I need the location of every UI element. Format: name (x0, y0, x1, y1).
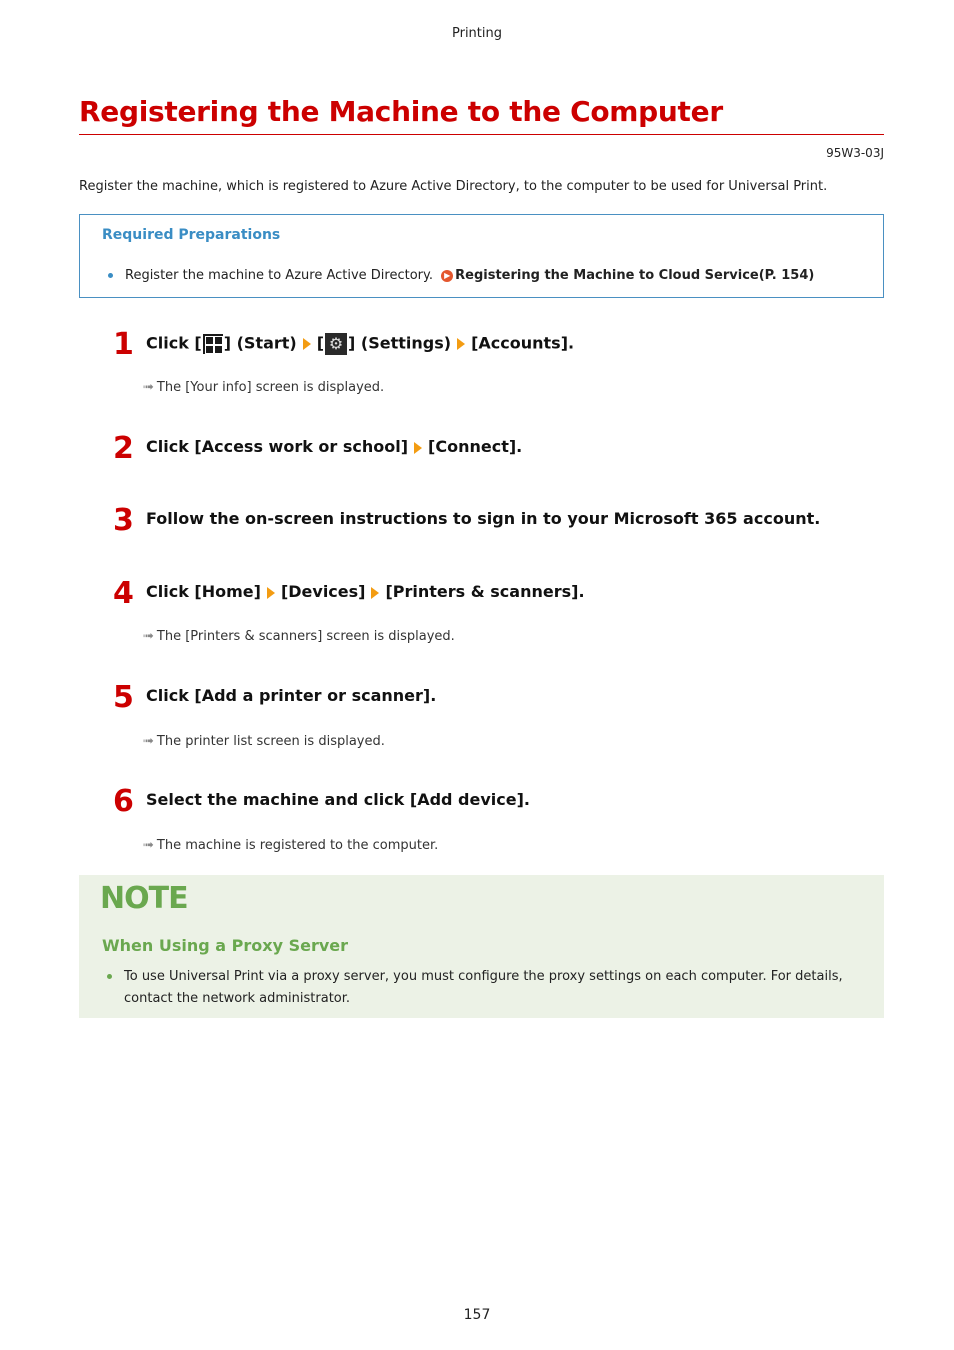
step-text-part: Click [Access work or school] (146, 437, 409, 456)
step-text-part: Click [Home] (146, 582, 261, 601)
step-result (143, 838, 438, 853)
step-result (143, 380, 384, 395)
right-triangle-icon (371, 587, 379, 599)
step-number: 4 (113, 576, 134, 611)
note-label: NOTE (100, 881, 188, 916)
step-instruction (146, 437, 522, 456)
bullet-icon (108, 273, 113, 278)
gear-icon: ⚙ (325, 333, 347, 355)
page-title: Registering the Machine to the Computer (79, 95, 723, 128)
step-text-part: [Connect]. (428, 437, 523, 456)
result-arrow-icon: ➟ (143, 838, 154, 853)
step-text-part: [ (316, 333, 325, 353)
bullet-icon (107, 974, 112, 979)
right-triangle-icon (457, 338, 465, 350)
result-arrow-icon: ➟ (143, 380, 154, 395)
step-number: 3 (113, 503, 134, 538)
running-header: Printing (451, 26, 502, 41)
cross-reference-icon: ▶ (441, 270, 453, 282)
cross-reference-link[interactable]: Registering the Machine to Cloud Service(P. 154) (455, 268, 815, 283)
step-instruction (146, 333, 574, 355)
step-text-part: Click [ (146, 333, 202, 353)
preparation-text: Register the machine to Azure Active Directory. (125, 268, 433, 283)
step-result-text: The [Your info] screen is displayed. (156, 380, 385, 395)
right-triangle-icon (414, 442, 422, 454)
step-number: 1 (113, 327, 134, 362)
windows-start-icon (203, 334, 223, 354)
note-text: To use Universal Print via a proxy server, you must configure the proxy settings on each computer. For details, contact the network administrator. (124, 969, 843, 1006)
step-number: 2 (113, 431, 134, 466)
step-result (143, 629, 455, 644)
step-text-part: ] (Start) (223, 333, 297, 353)
step-instruction: Select the machine and click [Add device]. (146, 790, 530, 809)
note-item (107, 966, 847, 1010)
step-text-part: [Accounts]. (471, 333, 575, 353)
step-result-text: The [Printers & scanners] screen is displayed. (156, 629, 455, 644)
step-instruction: Follow the on-screen instructions to sign in to your Microsoft 365 account. (146, 509, 821, 528)
step-number: 5 (113, 680, 134, 715)
step-text-part: [Devices] (280, 582, 366, 601)
right-triangle-icon (303, 338, 311, 350)
step-result-text: The machine is registered to the computer. (156, 838, 439, 853)
document-id: 95W3-03J (826, 146, 884, 160)
title-divider (79, 134, 884, 135)
step-instruction: Click [Add a printer or scanner]. (146, 686, 437, 705)
step-result (143, 734, 385, 749)
note-subtitle: When Using a Proxy Server (102, 936, 348, 955)
intro-paragraph: Register the machine, which is registered to Azure Active Directory, to the computer to be used for Universal Print. (79, 179, 828, 194)
step-number: 6 (113, 784, 134, 819)
result-arrow-icon: ➟ (143, 629, 154, 644)
step-result-text: The printer list screen is displayed. (156, 734, 385, 749)
note-box (79, 875, 884, 1018)
right-triangle-icon (267, 587, 275, 599)
step-text-part: ] (Settings) (348, 333, 452, 353)
required-preparations-box (79, 214, 884, 298)
required-preparations-title: Required Preparations (102, 227, 281, 243)
step-text-part: [Printers & scanners]. (385, 582, 585, 601)
preparation-item (108, 268, 814, 283)
step-instruction (146, 582, 585, 601)
result-arrow-icon: ➟ (143, 734, 154, 749)
page-number: 157 (463, 1307, 491, 1323)
